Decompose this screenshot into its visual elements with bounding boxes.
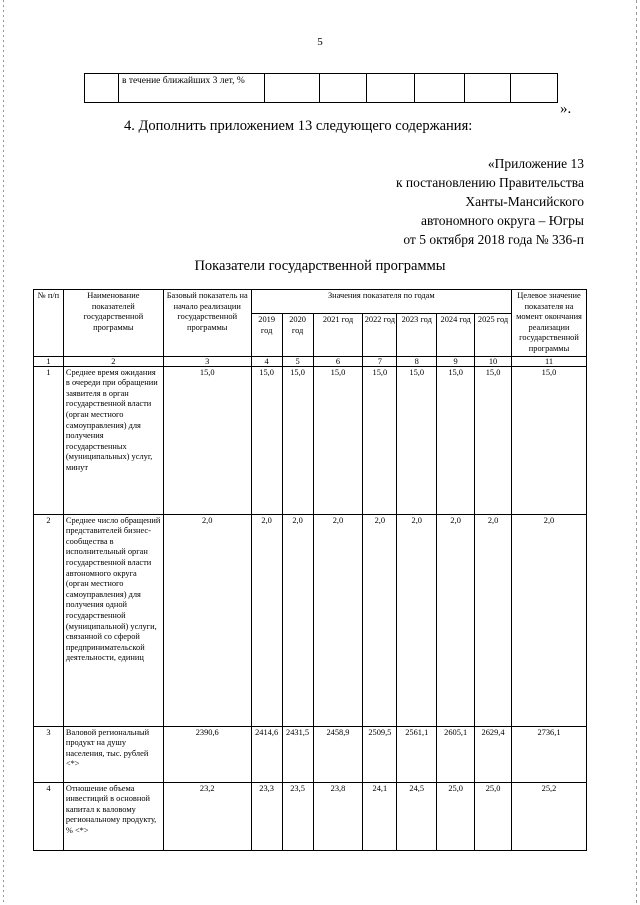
year-value: 2,0 [363, 514, 397, 726]
column-number: 7 [363, 356, 397, 366]
header-year: 2019 год [251, 313, 282, 356]
header-num: № п/п [34, 290, 64, 357]
appendix-line: «Приложение 13 [487, 156, 584, 171]
appendix-line: Ханты-Мансийского [465, 194, 584, 209]
year-value: 23,5 [282, 782, 313, 850]
appendix-line: от 5 октября 2018 года № 336-п [403, 232, 584, 247]
year-value: 2605,1 [437, 726, 475, 782]
year-value: 23,3 [251, 782, 282, 850]
header-year: 2024 год [437, 313, 475, 356]
indicator-name: Среднее время ожидания в очереди при обращении заявителя в орган государственной власти (орган местного самоуправления) для получения государственных (муниципальных) услуг, минут [63, 366, 163, 514]
scan-right-edge [636, 0, 637, 905]
previous-table-cell: в течение ближайших 3 лет, % [119, 74, 265, 103]
year-value: 15,0 [397, 366, 437, 514]
header-year: 2025 год [475, 313, 512, 356]
year-value: 25,0 [437, 782, 475, 850]
row-number: 3 [34, 726, 64, 782]
year-value: 2561,1 [397, 726, 437, 782]
base-value: 2,0 [163, 514, 251, 726]
header-year: 2021 год [313, 313, 363, 356]
column-number: 8 [397, 356, 437, 366]
column-number: 3 [163, 356, 251, 366]
year-value: 2,0 [475, 514, 512, 726]
header-target: Целевое значение показателя на момент окончания реализации государственной программы [512, 290, 587, 357]
header-base: Базовый показатель на начало реализации государственной программы [163, 290, 251, 357]
target-value: 2736,1 [512, 726, 587, 782]
closing-quote: ». [560, 101, 572, 117]
column-number-row [34, 356, 587, 366]
header-values-by-year: Значения показателя по годам [251, 290, 511, 314]
appendix-header [396, 154, 584, 249]
row-number: 1 [34, 366, 64, 514]
year-value: 23,8 [313, 782, 363, 850]
column-number: 9 [437, 356, 475, 366]
table-row [34, 782, 587, 850]
year-value: 15,0 [282, 366, 313, 514]
year-value: 2458,9 [313, 726, 363, 782]
indicator-name: Валовой региональный продукт на душу населения, тыс. рублей <*> [63, 726, 163, 782]
year-value: 25,0 [475, 782, 512, 850]
appendix-line: к постановлению Правительства [395, 175, 584, 190]
header-year: 2020 год [282, 313, 313, 356]
table-row [34, 726, 587, 782]
table-row [34, 366, 587, 514]
year-value: 24,5 [397, 782, 437, 850]
scan-left-edge [3, 0, 4, 905]
base-value: 23,2 [163, 782, 251, 850]
year-value: 15,0 [251, 366, 282, 514]
indicator-name: Отношение объема инвестиций в основной капитал к валовому региональному продукту, % <*> [63, 782, 163, 850]
year-value: 2,0 [397, 514, 437, 726]
year-value: 2414,6 [251, 726, 282, 782]
year-value: 2629,4 [475, 726, 512, 782]
base-value: 15,0 [163, 366, 251, 514]
year-value: 15,0 [363, 366, 397, 514]
year-value: 2,0 [251, 514, 282, 726]
header-name: Наименование показателей государственной программы [63, 290, 163, 357]
header-year: 2022 год [363, 313, 397, 356]
table-title: Показатели государственной программы [194, 258, 446, 274]
row-number: 2 [34, 514, 64, 726]
column-number: 5 [282, 356, 313, 366]
header-year: 2023 год [397, 313, 437, 356]
column-number: 1 [34, 356, 64, 366]
column-number: 10 [475, 356, 512, 366]
page-number: 5 [317, 36, 323, 48]
target-value: 2,0 [512, 514, 587, 726]
column-number: 6 [313, 356, 363, 366]
column-number: 2 [63, 356, 163, 366]
year-value: 2,0 [437, 514, 475, 726]
row-number: 4 [34, 782, 64, 850]
previous-table-fragment [84, 73, 558, 103]
section-instruction: 4. Дополнить приложением 13 следующего содержания: [124, 118, 473, 134]
year-value: 15,0 [313, 366, 363, 514]
indicator-name: Среднее число обращений представителей бизнес-сообщества в исполнительный орган государственной власти автономного округа (орган местного самоуправления) для получения одной государственной (муниципальной) услуги, связанной со сферой предпринимательской деятельности, единиц [63, 514, 163, 726]
year-value: 15,0 [437, 366, 475, 514]
target-value: 25,2 [512, 782, 587, 850]
year-value: 2509,5 [363, 726, 397, 782]
column-number: 4 [251, 356, 282, 366]
target-value: 15,0 [512, 366, 587, 514]
indicators-table [33, 289, 587, 851]
appendix-line: автономного округа – Югры [421, 213, 584, 228]
base-value: 2390,6 [163, 726, 251, 782]
year-value: 2,0 [282, 514, 313, 726]
year-value: 2431,5 [282, 726, 313, 782]
year-value: 15,0 [475, 366, 512, 514]
year-value: 24,1 [363, 782, 397, 850]
year-value: 2,0 [313, 514, 363, 726]
column-number: 11 [512, 356, 587, 366]
table-row [34, 514, 587, 726]
